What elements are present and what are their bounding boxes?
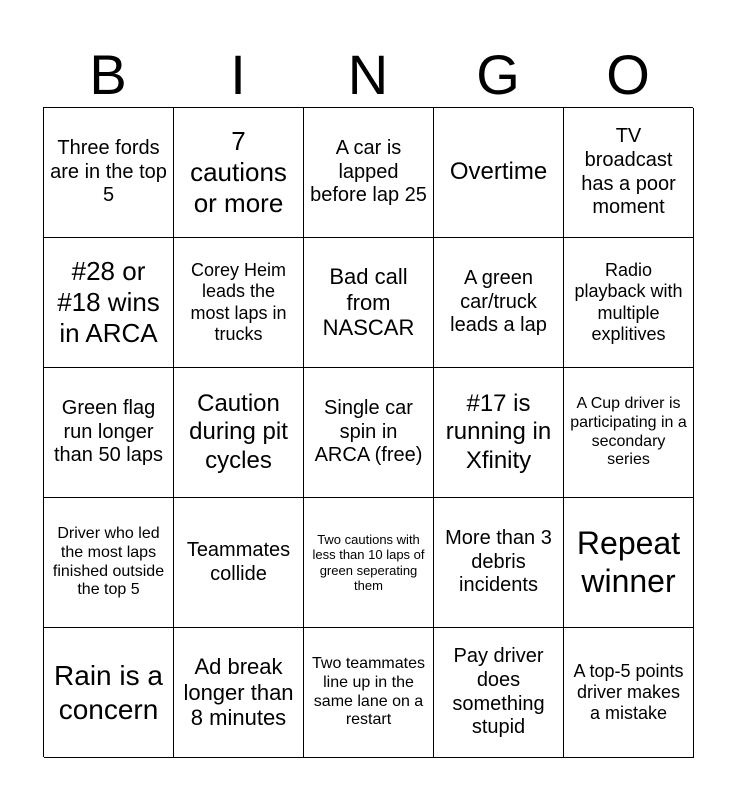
bingo-cell[interactable]: Driver who led the most laps finished outside the top 5 xyxy=(44,498,174,628)
bingo-cell[interactable]: #28 or #18 wins in ARCA xyxy=(44,238,174,368)
bingo-cell[interactable]: Corey Heim leads the most laps in trucks xyxy=(174,238,304,368)
bingo-cell[interactable]: Two teammates line up in the same lane on a restart xyxy=(304,628,434,758)
bingo-cell[interactable]: Bad call from NASCAR xyxy=(304,238,434,368)
bingo-cell[interactable]: A green car/truck leads a lap xyxy=(434,238,564,368)
bingo-cell[interactable]: Overtime xyxy=(434,108,564,238)
bingo-cell[interactable]: A Cup driver is participating in a secondary series xyxy=(564,368,694,498)
bingo-cell[interactable]: Repeat winner xyxy=(564,498,694,628)
bingo-cell[interactable]: A top-5 points driver makes a mistake xyxy=(564,628,694,758)
bingo-cell[interactable]: Radio playback with multiple explitives xyxy=(564,238,694,368)
bingo-cell[interactable]: More than 3 debris incidents xyxy=(434,498,564,628)
bingo-cell[interactable]: Two cautions with less than 10 laps of green seperating them xyxy=(304,498,434,628)
bingo-cell[interactable]: Single car spin in ARCA (free) xyxy=(304,368,434,498)
bingo-cell[interactable]: Pay driver does something stupid xyxy=(434,628,564,758)
bingo-card-grid xyxy=(43,107,693,757)
header-letter-i: I xyxy=(230,43,246,106)
bingo-cell[interactable]: Three fords are in the top 5 xyxy=(44,108,174,238)
bingo-cell[interactable]: #17 is running in Xfinity xyxy=(434,368,564,498)
header-letter-o: O xyxy=(606,43,650,106)
header-letter-g: G xyxy=(476,43,520,106)
bingo-cell[interactable]: Teammates collide xyxy=(174,498,304,628)
header-letter-b: B xyxy=(89,43,127,106)
bingo-cell[interactable]: TV broadcast has a poor moment xyxy=(564,108,694,238)
bingo-cell[interactable]: Rain is a concern xyxy=(44,628,174,758)
bingo-cell[interactable]: Ad break longer than 8 minutes xyxy=(174,628,304,758)
bingo-cell[interactable]: Caution during pit cycles xyxy=(174,368,304,498)
bingo-cell[interactable]: 7 cautions or more xyxy=(174,108,304,238)
bingo-header xyxy=(43,44,693,106)
bingo-cell[interactable]: Green flag run longer than 50 laps xyxy=(44,368,174,498)
header-letter-n: N xyxy=(347,43,389,106)
bingo-cell[interactable]: A car is lapped before lap 25 xyxy=(304,108,434,238)
